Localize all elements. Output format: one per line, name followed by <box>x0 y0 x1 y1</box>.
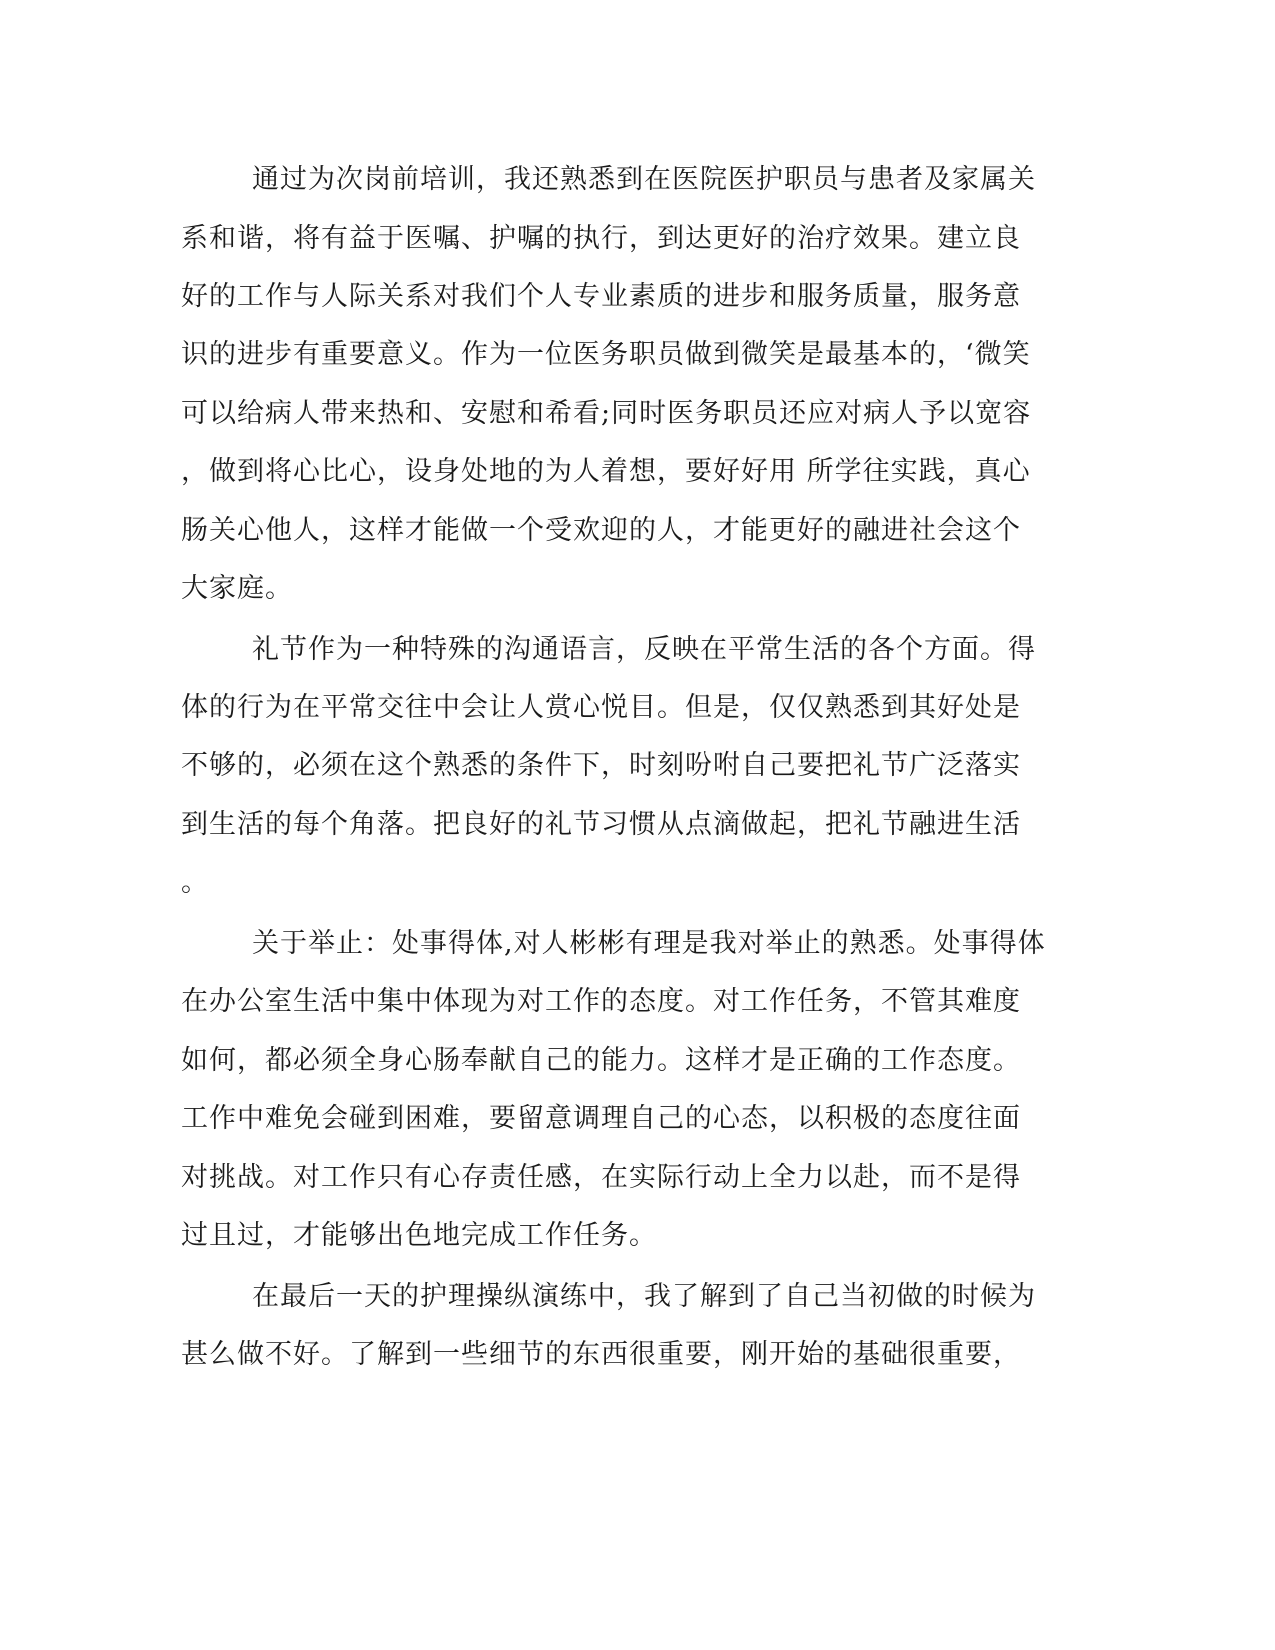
text-line: 不够的，必须在这个熟悉的条件下，时刻吩咐自己要把礼节广泛落实 <box>181 750 1021 781</box>
text-line: 工作中难免会碰到困难，要留意调理自己的心态，以积极的态度往面 <box>181 1103 1021 1134</box>
text-line: 在最后一天的护理操纵演练中，我了解到了自己当初做的时候为 <box>252 1281 1036 1312</box>
text-line: 对挑战。对工作只有心存责任感，在实际行动上全力以赴，而不是得 <box>181 1162 1021 1193</box>
text-line: 好的工作与人际关系对我们个人专业素质的进步和服务质量，服务意 <box>181 281 1021 312</box>
text-line: 甚么做不好。了解到一些细节的东西很重要，刚开始的基础很重要， <box>181 1339 1021 1370</box>
text-line: ，做到将心比心，设身处地的为人着想，要好好用 所学往实践，真心 <box>181 456 1031 487</box>
text-line: 。 <box>181 867 209 898</box>
text-line: 可以给病人带来热和、安慰和希看;同时医务职员还应对病人予以宽容 <box>181 398 1032 429</box>
text-line: 通过为次岗前培训，我还熟悉到在医院医护职员与患者及家属关 <box>252 164 1036 195</box>
text-line: 识的进步有重要意义。作为一位医务职员做到微笑是最基本的，‘微笑 <box>181 339 1031 370</box>
text-line: 大家庭。 <box>181 573 293 604</box>
text-line: 关于举止：处事得体,对人彬彬有理是我对举止的熟悉。处事得体 <box>252 928 1046 959</box>
text-line: 过且过，才能够出色地完成工作任务。 <box>181 1220 657 1251</box>
text-line: 肠关心他人，这样才能做一个受欢迎的人，才能更好的融进社会这个 <box>181 515 1021 546</box>
text-line: 体的行为在平常交往中会让人赏心悦目。但是，仅仅熟悉到其好处是 <box>181 692 1021 723</box>
text-line: 到生活的每个角落。把良好的礼节习惯从点滴做起，把礼节融进生活 <box>181 809 1021 840</box>
text-line: 如何，都必须全身心肠奉献自己的能力。这样才是正确的工作态度。 <box>181 1045 1021 1076</box>
text-line: 礼节作为一种特殊的沟通语言，反映在平常生活的各个方面。得 <box>252 634 1036 665</box>
text-line: 在办公室生活中集中体现为对工作的态度。对工作任务，不管其难度 <box>181 986 1021 1017</box>
text-line: 系和谐，将有益于医嘱、护嘱的执行，到达更好的治疗效果。建立良 <box>181 223 1021 254</box>
